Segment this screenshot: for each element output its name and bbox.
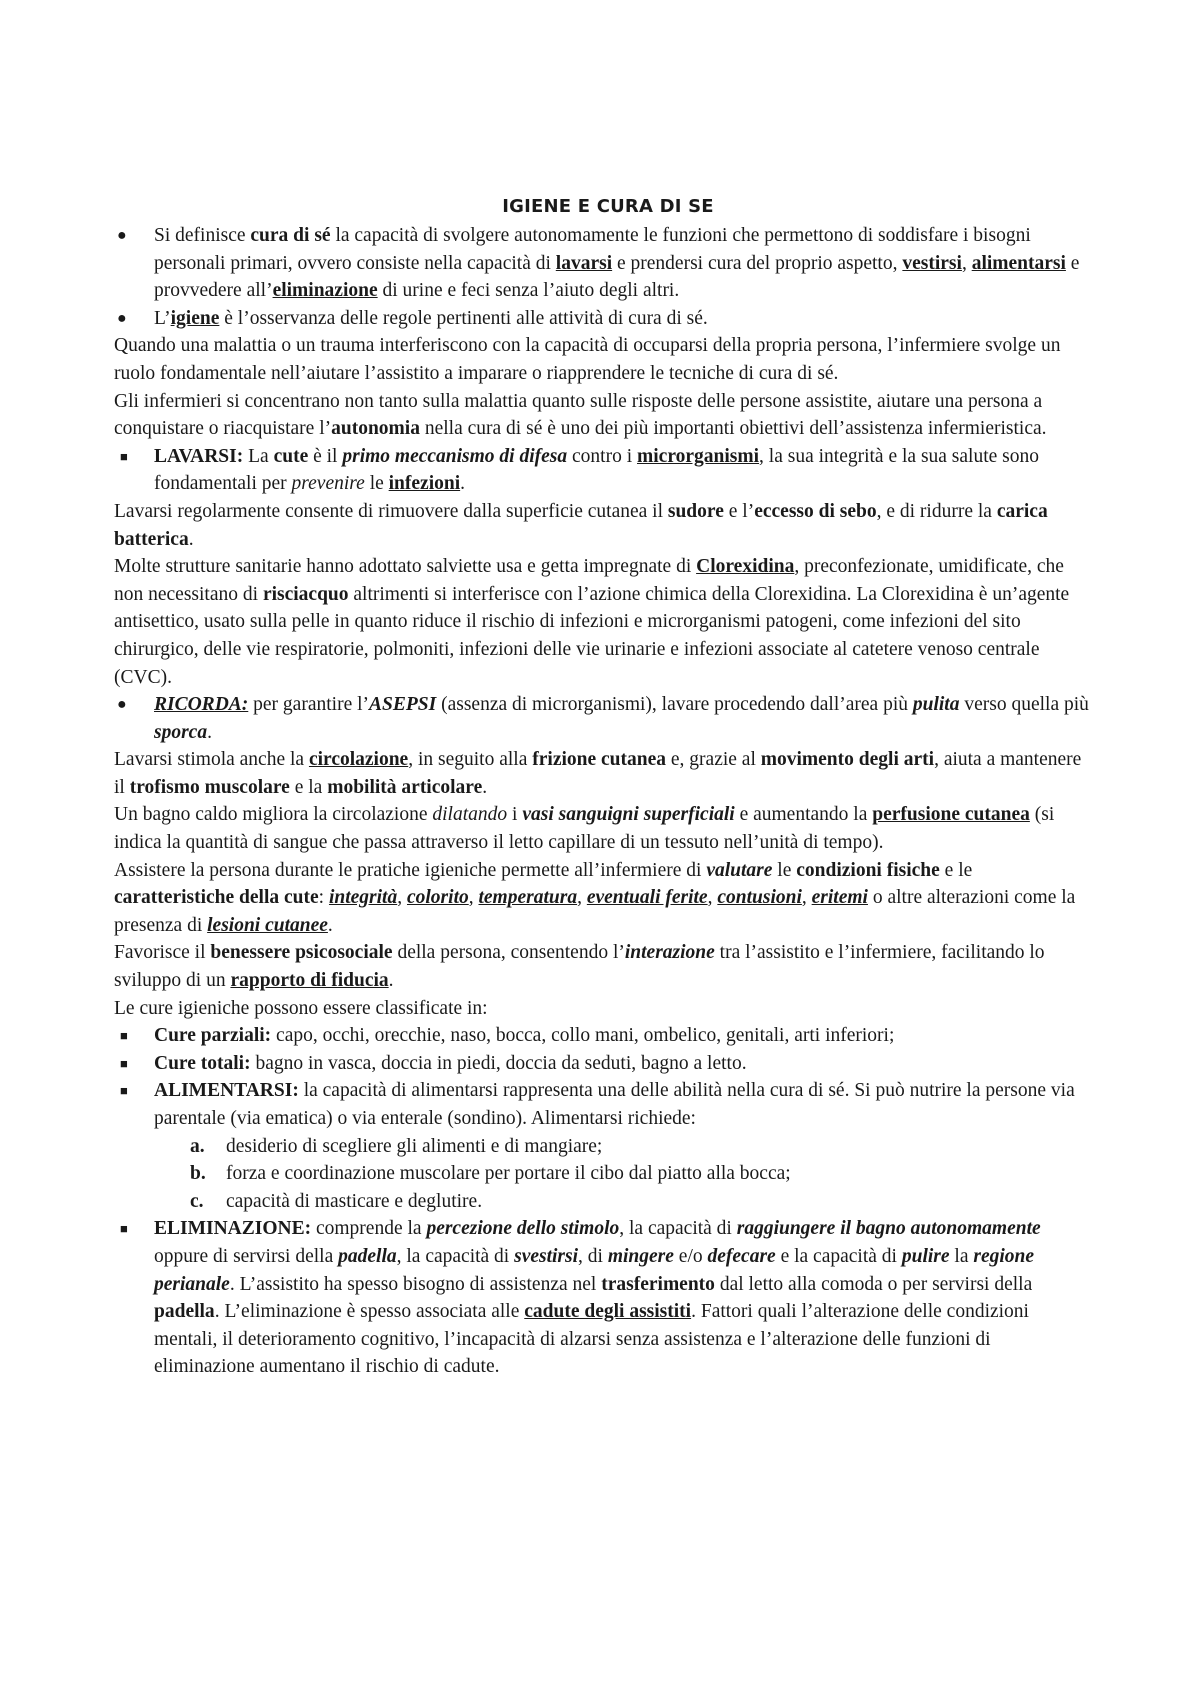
text-run: nella cura di sé è uno dei più importanti obiettivi dell’assistenza infermieristica. bbox=[419, 418, 1047, 440]
text-run: Un bagno caldo migliora la circolazione bbox=[114, 804, 433, 826]
text-run: circolazione bbox=[308, 749, 409, 771]
text-run: regione perianale bbox=[154, 1245, 1035, 1295]
square-bullet-icon: ■ bbox=[120, 1028, 128, 1044]
bullet-item bbox=[114, 1022, 1094, 1050]
text-run: o altre alterazioni come la presenza di bbox=[114, 887, 1076, 936]
text-run: , bbox=[707, 887, 718, 909]
round-bullet-icon: ● bbox=[117, 227, 127, 244]
text-run: . bbox=[460, 473, 466, 495]
lettered-item bbox=[114, 1160, 1094, 1188]
text-run: primo meccanismo di difesa bbox=[342, 445, 568, 467]
text-run: e prendersi cura del proprio aspetto, bbox=[612, 252, 903, 274]
bullet-item bbox=[114, 691, 1094, 746]
text-run: , bbox=[961, 252, 972, 274]
paragraph bbox=[114, 553, 1094, 691]
text-run: della persona, consentendo l’ bbox=[392, 942, 625, 964]
text-run: Le cure igieniche possono essere classificate in: bbox=[114, 997, 488, 1019]
item-letter: b. bbox=[190, 1163, 206, 1185]
text-run: , la capacità di bbox=[396, 1245, 515, 1267]
text-run: frizione cutanea bbox=[532, 749, 667, 771]
text-run: La bbox=[243, 445, 274, 467]
text-run: L’ bbox=[154, 307, 171, 329]
text-run: cute bbox=[273, 445, 309, 467]
text-run: , la sua integrità e la sua salute sono fondamentali per bbox=[154, 445, 1040, 495]
paragraph bbox=[114, 995, 1094, 1023]
paragraph bbox=[114, 498, 1094, 553]
text-run: tra l’assistito e l’infermiere, facilitando lo sviluppo di un bbox=[114, 942, 1045, 992]
text-run: . L’assistito ha spesso bisogno di assistenza nel bbox=[229, 1273, 602, 1295]
square-bullet-icon: ■ bbox=[120, 1083, 128, 1099]
text-run: eventuali ferite bbox=[586, 887, 708, 909]
text-run: verso quella più bbox=[959, 694, 1089, 716]
text-run: comprende la bbox=[311, 1218, 427, 1240]
text-run: , preconfezionate, umidificate, che non necessitano di bbox=[114, 556, 1064, 605]
bullet-item bbox=[114, 305, 1094, 333]
text-run: igiene bbox=[170, 307, 220, 329]
text-run: percezione dello stimolo bbox=[426, 1218, 620, 1240]
text-run: la capacità di svolgere autonomamente le funzioni che permettono di soddisfare i bisogni personali primari, ovvero consiste nella capacità di bbox=[154, 225, 1031, 274]
text-run: desiderio di scegliere gli alimenti e di mangiare; bbox=[226, 1135, 603, 1157]
document-body bbox=[114, 222, 1094, 1381]
text-run: padella bbox=[338, 1245, 397, 1267]
text-run: lavarsi bbox=[555, 252, 613, 274]
text-run: Lavarsi stimola anche la bbox=[114, 749, 309, 771]
text-run: benessere psicosociale bbox=[210, 942, 393, 964]
text-run: carica batterica bbox=[114, 500, 1048, 550]
text-run: , di bbox=[578, 1245, 608, 1267]
paragraph bbox=[114, 388, 1094, 443]
text-run: eccesso di sebo bbox=[754, 500, 877, 522]
text-run: risciacquo bbox=[262, 583, 349, 605]
text-run: altrimenti si interferisce con l’azione chimica della Clorexidina. La Clorexidina è un’agente antisettico, usato sulla pelle in quanto riduce il rischio di infezioni e microrganismi patogeni, come infezioni del sito chirurgico, delle vie respiratorie, polmoniti, infezioni delle vie urinarie e infezioni associate al catetere venoso centrale (CVC). bbox=[114, 583, 1070, 688]
text-run: cura di sé bbox=[250, 225, 331, 246]
bullet-item bbox=[114, 1077, 1094, 1132]
document-page bbox=[114, 192, 1094, 1381]
text-run: perfusione cutanea bbox=[872, 804, 1030, 826]
square-bullet-icon: ■ bbox=[120, 1055, 128, 1071]
paragraph bbox=[114, 857, 1094, 940]
text-run: la capacità di alimentarsi rappresenta una delle abilità nella cura di sé. Si può nutrire la persone via parentale (via ematica) o via enterale (sondino). Alimentarsi richiede: bbox=[154, 1080, 1075, 1129]
text-run: svestirsi bbox=[514, 1245, 579, 1267]
bullet-item bbox=[114, 443, 1094, 498]
text-run: condizioni fisiche bbox=[796, 859, 940, 881]
text-run: e le bbox=[939, 859, 973, 881]
text-run: mingere bbox=[607, 1245, 674, 1267]
text-run: e la capacità di bbox=[775, 1245, 902, 1267]
text-run: prevenire bbox=[291, 473, 365, 495]
text-run: , in seguito alla bbox=[408, 749, 533, 771]
text-run: e l’ bbox=[723, 500, 755, 522]
text-run: , bbox=[468, 887, 479, 909]
text-run: temperatura bbox=[478, 887, 578, 909]
text-run: eritemi bbox=[811, 887, 868, 909]
text-run: , aiuta a mantenere il bbox=[114, 749, 1082, 798]
text-run: e aumentando la bbox=[734, 804, 873, 826]
text-run: , la capacità di bbox=[619, 1218, 737, 1240]
text-run: ELIMINAZIONE: bbox=[154, 1218, 312, 1240]
text-run: Assistere la persona durante le pratiche igieniche permette all’infermiere di bbox=[114, 859, 707, 881]
text-run: microrganismi bbox=[637, 445, 760, 467]
text-run: ASEPSI bbox=[369, 694, 437, 716]
text-run: . bbox=[388, 970, 394, 992]
bullet-item bbox=[114, 222, 1094, 305]
text-run: è l’osservanza delle regole pertinenti alle attività di cura di sé. bbox=[219, 307, 708, 329]
text-run: Clorexidina bbox=[696, 556, 795, 578]
text-run: alimentarsi bbox=[971, 252, 1066, 274]
text-run: . L’eliminazione è spesso associata alle bbox=[214, 1301, 525, 1323]
text-run: caratteristiche della cute bbox=[114, 887, 319, 909]
text-run: bagno in vasca, doccia in piedi, doccia da seduti, bagno a letto. bbox=[250, 1052, 747, 1074]
text-run: è il bbox=[308, 445, 343, 467]
bullet-item bbox=[114, 1215, 1094, 1381]
text-run: . Fattori quali l’alterazione delle condizioni mentali, il deterioramento cognitivo, l’incapacità di alzarsi senza assistenza e l’alterazione delle funzioni di eliminazione aumentano il rischio di cadute. bbox=[154, 1301, 1029, 1378]
text-run: Favorisce il bbox=[114, 942, 211, 964]
bullet-item bbox=[114, 1050, 1094, 1078]
text-run: interazione bbox=[624, 942, 715, 964]
text-run: defecare bbox=[707, 1245, 776, 1267]
text-run: Quando una malattia o un trauma interferiscono con la capacità di occuparsi della propria persona, l’infermiere svolge un ruolo fondamentale nell’aiutare l’assistito a imparare o riapprendere le tecniche di cura di sé. bbox=[114, 335, 1061, 384]
text-run: rapporto di fiducia bbox=[230, 970, 389, 992]
text-run: dal letto alla comoda o per servirsi della bbox=[714, 1273, 1033, 1295]
text-run: contusioni bbox=[717, 887, 802, 909]
text-run: integrità bbox=[328, 887, 398, 909]
text-run: Si definisce bbox=[154, 225, 251, 246]
text-run: Lavarsi regolarmente consente di rimuovere dalla superficie cutanea il bbox=[114, 500, 668, 522]
round-bullet-icon: ● bbox=[117, 309, 127, 327]
paragraph bbox=[114, 801, 1094, 856]
text-run: sporca bbox=[154, 721, 208, 743]
text-run: le bbox=[772, 859, 797, 881]
text-run: Cure parziali: bbox=[154, 1025, 272, 1047]
text-run: i bbox=[507, 804, 523, 826]
text-run: vestirsi bbox=[902, 252, 962, 274]
text-run: , bbox=[801, 887, 812, 909]
text-run: capo, occhi, orecchie, naso, bocca, collo mani, ombelico, genitali, arti inferiori; bbox=[271, 1025, 895, 1047]
text-run: colorito bbox=[406, 887, 469, 909]
text-run: pulita bbox=[912, 694, 960, 716]
text-run: . bbox=[482, 776, 488, 798]
lettered-item bbox=[114, 1188, 1094, 1216]
text-run: e, grazie al bbox=[666, 749, 761, 771]
text-run: Cure totali: bbox=[154, 1052, 251, 1074]
text-run: Molte strutture sanitarie hanno adottato salviette usa e getta impregnate di bbox=[114, 556, 697, 578]
text-run: , bbox=[397, 887, 407, 909]
text-run: lesioni cutanee bbox=[207, 914, 328, 936]
text-run: : bbox=[318, 887, 329, 909]
text-run: raggiungere il bagno autonomamente bbox=[736, 1218, 1041, 1240]
text-run: . bbox=[207, 721, 212, 743]
text-run: infezioni bbox=[388, 473, 461, 495]
text-run: mobilità articolare bbox=[327, 776, 483, 798]
text-run: cadute degli assistiti bbox=[524, 1301, 692, 1323]
text-run: contro i bbox=[567, 445, 637, 467]
text-run: le bbox=[364, 473, 389, 495]
text-run: ALIMENTARSI: bbox=[154, 1080, 299, 1102]
square-bullet-icon: ■ bbox=[120, 1221, 128, 1237]
text-run: Gli infermieri si concentrano non tanto sulla malattia quanto sulle risposte delle persone assistite, aiutare una persona a conquistare o riacquistare l’ bbox=[114, 390, 1043, 440]
text-run: (si indica la quantità di sangue che passa attraverso il letto capillare di un tessuto nell’unità di tempo). bbox=[114, 804, 1055, 854]
text-run: di urine e feci senza l’aiuto degli altri. bbox=[377, 280, 680, 302]
text-run: padella bbox=[154, 1301, 215, 1323]
text-run: , bbox=[577, 887, 587, 909]
text-run: RICORDA: bbox=[154, 694, 249, 716]
paragraph bbox=[114, 939, 1094, 994]
item-letter: a. bbox=[190, 1135, 205, 1157]
lettered-item bbox=[114, 1133, 1094, 1161]
text-run: pulire bbox=[901, 1245, 950, 1267]
text-run: trofismo muscolare bbox=[129, 776, 290, 798]
text-run: . bbox=[327, 914, 333, 936]
text-run: , e di ridurre la bbox=[876, 500, 997, 522]
paragraph bbox=[114, 332, 1094, 387]
text-run: (assenza di microrganismi), lavare procedendo dall’area più bbox=[436, 694, 913, 716]
text-run: forza e coordinazione muscolare per portare il cibo dal piatto alla bocca; bbox=[226, 1163, 791, 1185]
paragraph bbox=[114, 746, 1094, 801]
text-run: LAVARSI: bbox=[154, 445, 244, 467]
text-run: movimento degli arti bbox=[760, 749, 935, 771]
text-run: e/o bbox=[673, 1245, 708, 1267]
text-run: sudore bbox=[667, 500, 724, 522]
text-run: oppure di servirsi della bbox=[154, 1245, 339, 1267]
round-bullet-icon: ● bbox=[117, 696, 127, 714]
square-bullet-icon: ■ bbox=[120, 448, 128, 464]
text-run: . bbox=[188, 528, 194, 550]
document-title: IGIENE E CURA DI SE bbox=[502, 196, 714, 217]
text-run: per garantire l’ bbox=[248, 694, 370, 716]
text-run: eliminazione bbox=[272, 280, 378, 302]
text-run: capacità di masticare e deglutire. bbox=[226, 1190, 483, 1212]
item-letter: c. bbox=[190, 1190, 204, 1212]
text-run: dilatando bbox=[432, 804, 508, 826]
text-run: trasferimento bbox=[601, 1273, 715, 1295]
text-run: autonomia bbox=[331, 418, 420, 440]
text-run: la bbox=[949, 1245, 974, 1267]
text-run: e la bbox=[289, 776, 328, 798]
text-run: e provvedere all’ bbox=[154, 252, 1080, 302]
text-run: valutare bbox=[706, 859, 773, 881]
text-run: vasi sanguigni superficiali bbox=[522, 804, 735, 826]
